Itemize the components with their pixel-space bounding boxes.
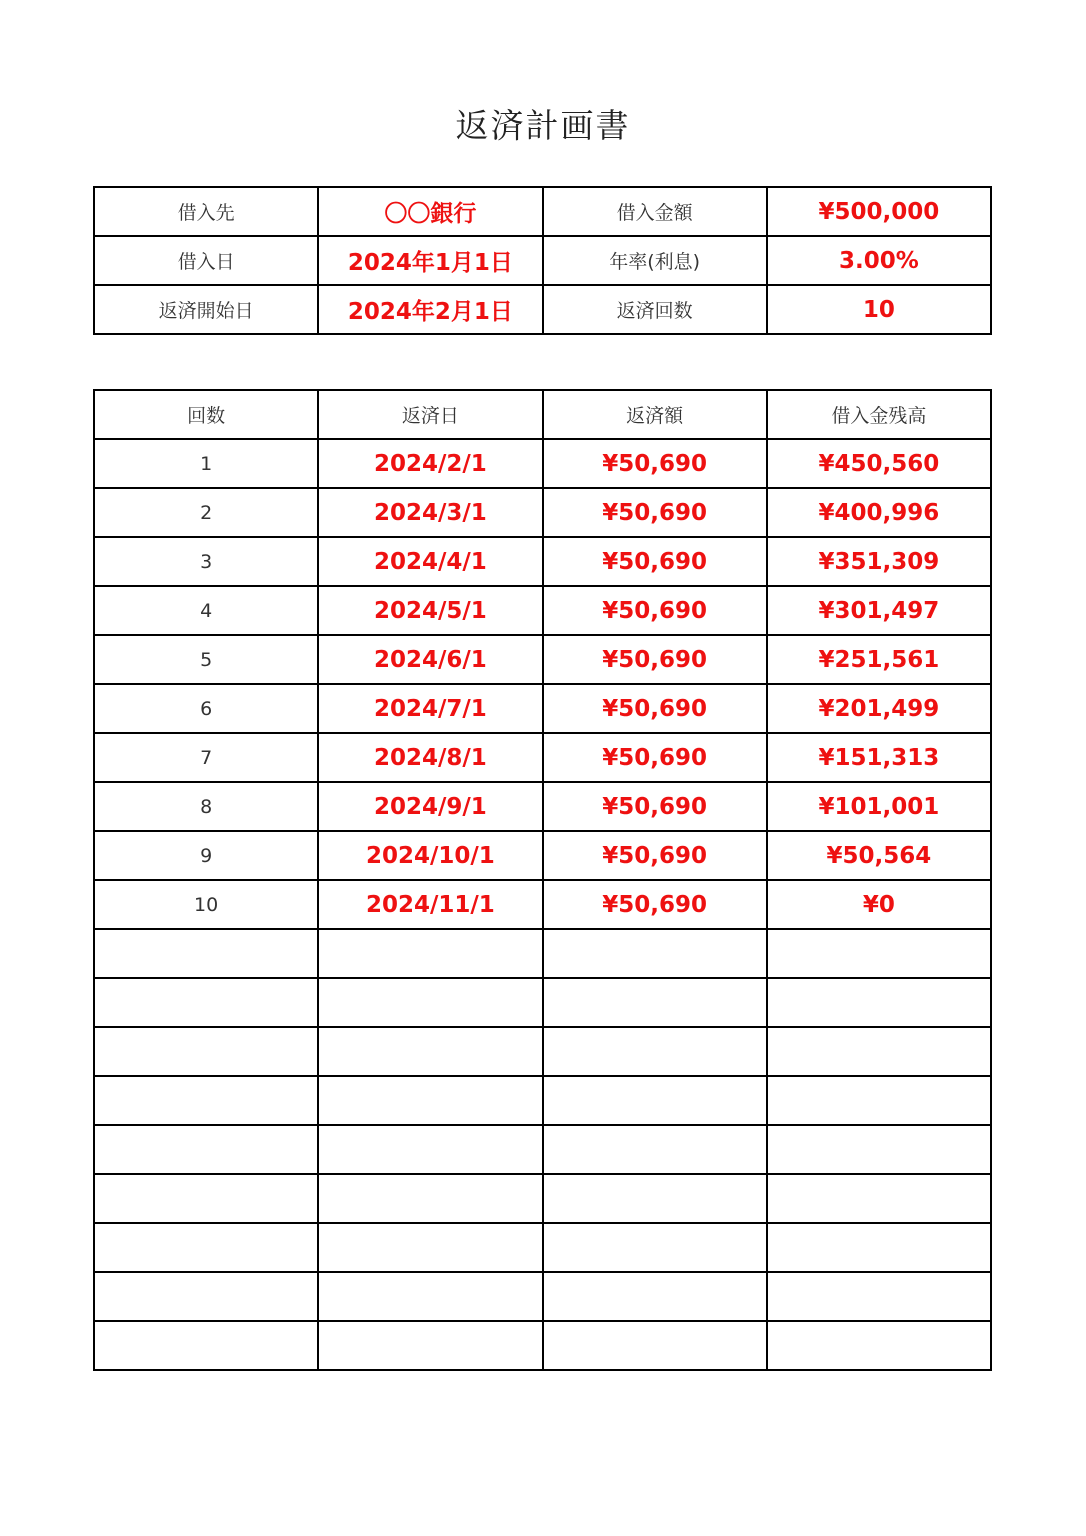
payment-date: 2024/7/1 (318, 684, 542, 733)
payment-date: 2024/3/1 (318, 488, 542, 537)
payment-amount: ¥50,690 (543, 782, 767, 831)
remaining-balance (767, 1027, 991, 1076)
payment-date (318, 1027, 542, 1076)
payment-date (318, 1174, 542, 1223)
table-row (94, 635, 991, 684)
remaining-balance: ¥201,499 (767, 684, 991, 733)
installment-number: 8 (94, 782, 318, 831)
table-row (94, 1321, 991, 1370)
payment-amount (543, 1223, 767, 1272)
payment-date: 2024/10/1 (318, 831, 542, 880)
remaining-balance (767, 1272, 991, 1321)
installment-number: 4 (94, 586, 318, 635)
installment-number (94, 1076, 318, 1125)
table-row (94, 782, 991, 831)
remaining-balance: ¥450,560 (767, 439, 991, 488)
schedule-body (94, 439, 991, 1370)
payment-date: 2024/6/1 (318, 635, 542, 684)
info-row-borrow-date (94, 236, 991, 285)
table-row (94, 733, 991, 782)
remaining-balance (767, 978, 991, 1027)
installment-number: 6 (94, 684, 318, 733)
table-row (94, 1125, 991, 1174)
lender-value: 〇〇銀行 (318, 187, 542, 236)
count-label: 返済回数 (543, 285, 767, 334)
table-row (94, 1027, 991, 1076)
table-row (94, 1272, 991, 1321)
count-value: 10 (767, 285, 991, 334)
remaining-balance (767, 1223, 991, 1272)
rate-label: 年率(利息) (543, 236, 767, 285)
payment-date (318, 1321, 542, 1370)
payment-amount: ¥50,690 (543, 586, 767, 635)
installment-number (94, 1174, 318, 1223)
payment-amount (543, 978, 767, 1027)
remaining-balance (767, 1076, 991, 1125)
remaining-balance: ¥101,001 (767, 782, 991, 831)
payment-amount (543, 1272, 767, 1321)
header-count: 回数 (94, 390, 318, 439)
installment-number: 10 (94, 880, 318, 929)
borrow-date-label: 借入日 (94, 236, 318, 285)
remaining-balance: ¥50,564 (767, 831, 991, 880)
payment-amount (543, 1076, 767, 1125)
payment-amount: ¥50,690 (543, 733, 767, 782)
payment-date: 2024/8/1 (318, 733, 542, 782)
payment-amount: ¥50,690 (543, 831, 767, 880)
remaining-balance: ¥400,996 (767, 488, 991, 537)
table-row (94, 1076, 991, 1125)
installment-number: 3 (94, 537, 318, 586)
installment-number: 9 (94, 831, 318, 880)
payment-amount: ¥50,690 (543, 537, 767, 586)
installment-number: 1 (94, 439, 318, 488)
installment-number (94, 1027, 318, 1076)
payment-date: 2024/9/1 (318, 782, 542, 831)
remaining-balance: ¥0 (767, 880, 991, 929)
header-balance: 借入金残高 (767, 390, 991, 439)
payment-date (318, 978, 542, 1027)
table-row (94, 439, 991, 488)
table-row (94, 586, 991, 635)
info-row-start-date (94, 285, 991, 334)
table-row (94, 1223, 991, 1272)
start-date-label: 返済開始日 (94, 285, 318, 334)
start-date-value: 2024年2月1日 (318, 285, 542, 334)
info-row-lender (94, 187, 991, 236)
repayment-schedule-table (93, 389, 992, 1371)
table-row (94, 684, 991, 733)
installment-number (94, 1125, 318, 1174)
remaining-balance (767, 929, 991, 978)
borrow-date-value: 2024年1月1日 (318, 236, 542, 285)
table-row (94, 880, 991, 929)
remaining-balance: ¥351,309 (767, 537, 991, 586)
table-row (94, 929, 991, 978)
installment-number (94, 1321, 318, 1370)
amount-label: 借入金額 (543, 187, 767, 236)
schedule-header-row (94, 390, 991, 439)
installment-number (94, 1272, 318, 1321)
remaining-balance (767, 1321, 991, 1370)
table-row (94, 488, 991, 537)
document-title: 返済計画書 (455, 106, 631, 145)
payment-date: 2024/5/1 (318, 586, 542, 635)
payment-amount (543, 1027, 767, 1076)
payment-amount: ¥50,690 (543, 880, 767, 929)
payment-amount (543, 1321, 767, 1370)
installment-number (94, 978, 318, 1027)
table-row (94, 1174, 991, 1223)
table-row (94, 831, 991, 880)
payment-date (318, 1125, 542, 1174)
remaining-balance: ¥301,497 (767, 586, 991, 635)
payment-date (318, 929, 542, 978)
payment-amount (543, 929, 767, 978)
payment-date: 2024/2/1 (318, 439, 542, 488)
remaining-balance (767, 1174, 991, 1223)
payment-date: 2024/4/1 (318, 537, 542, 586)
installment-number: 7 (94, 733, 318, 782)
header-date: 返済日 (318, 390, 542, 439)
payment-amount: ¥50,690 (543, 684, 767, 733)
payment-amount (543, 1125, 767, 1174)
installment-number (94, 929, 318, 978)
installment-number (94, 1223, 318, 1272)
table-row (94, 978, 991, 1027)
payment-date: 2024/11/1 (318, 880, 542, 929)
payment-amount: ¥50,690 (543, 488, 767, 537)
remaining-balance (767, 1125, 991, 1174)
payment-amount: ¥50,690 (543, 635, 767, 684)
installment-number: 2 (94, 488, 318, 537)
installment-number: 5 (94, 635, 318, 684)
payment-date (318, 1076, 542, 1125)
table-row (94, 537, 991, 586)
loan-info-table (93, 186, 992, 335)
amount-value: ¥500,000 (767, 187, 991, 236)
payment-amount: ¥50,690 (543, 439, 767, 488)
payment-amount (543, 1174, 767, 1223)
remaining-balance: ¥151,313 (767, 733, 991, 782)
rate-value: 3.00% (767, 236, 991, 285)
payment-date (318, 1223, 542, 1272)
header-payment: 返済額 (543, 390, 767, 439)
lender-label: 借入先 (94, 187, 318, 236)
payment-date (318, 1272, 542, 1321)
remaining-balance: ¥251,561 (767, 635, 991, 684)
